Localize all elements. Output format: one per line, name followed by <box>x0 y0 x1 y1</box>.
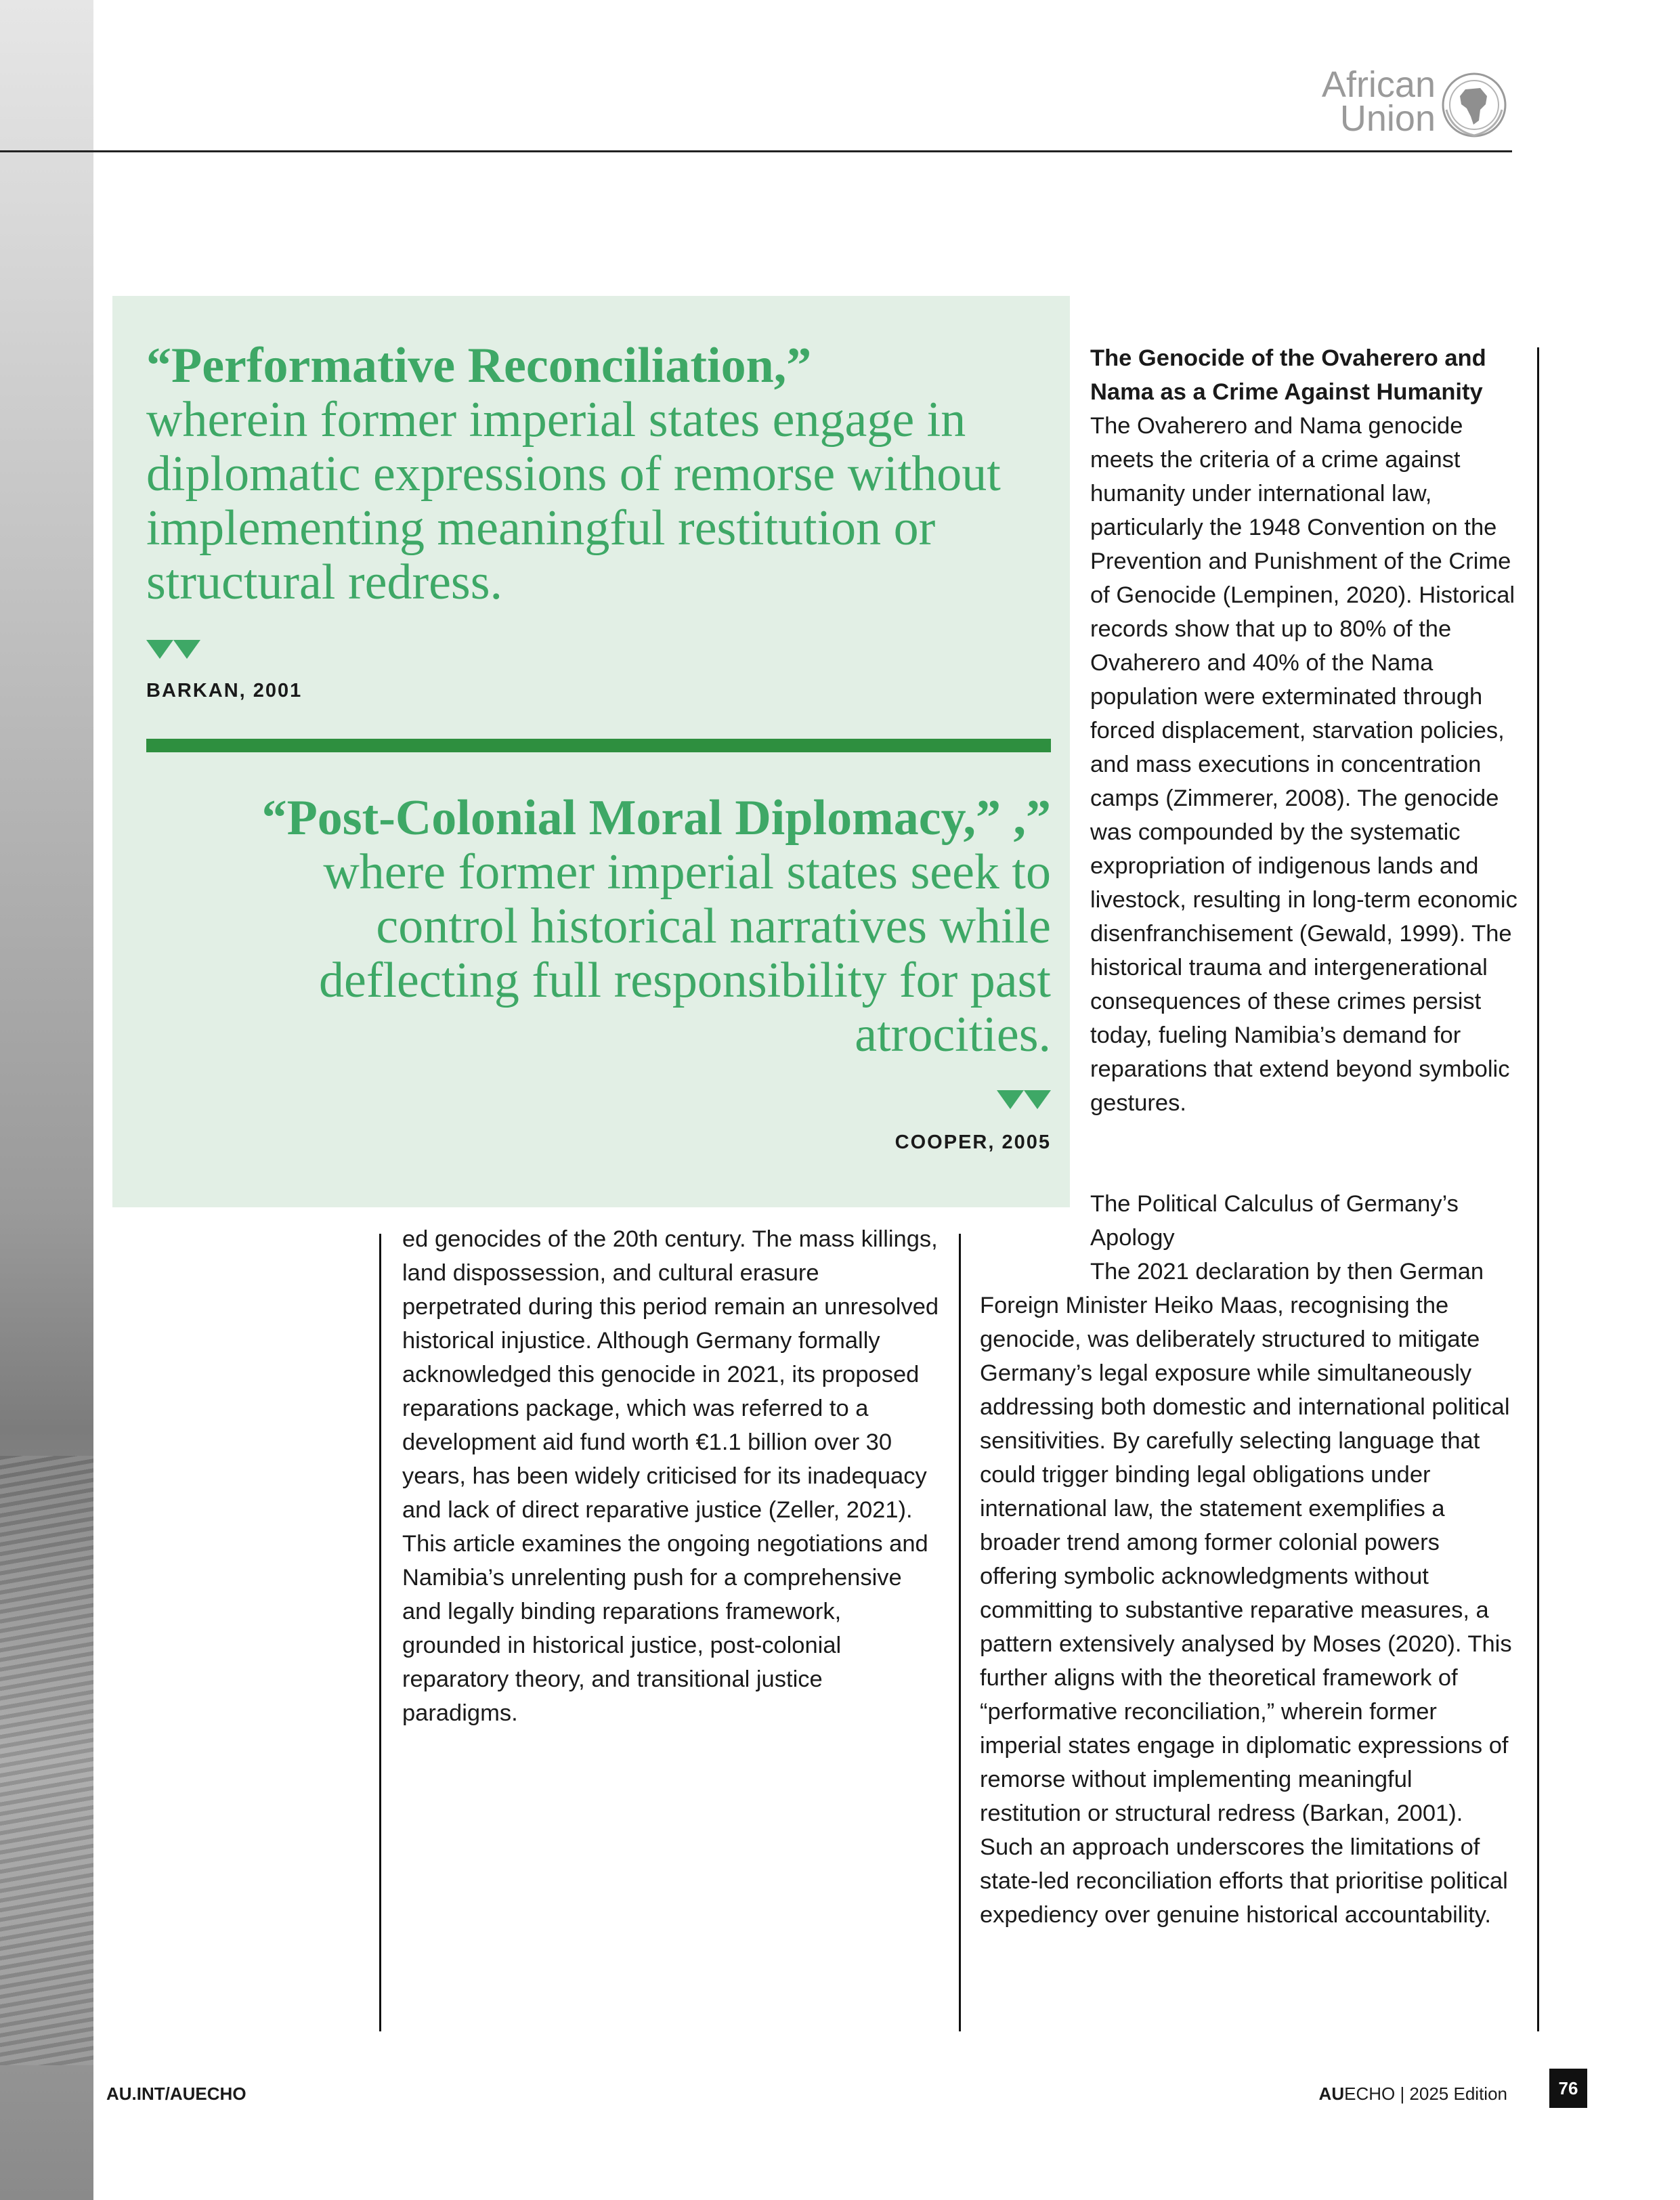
pull-quote-2-lead: “Post-Colonial Moral Diplomacy,” ,” <box>261 790 1051 846</box>
logo-line-2: Union <box>1339 98 1436 139</box>
section-2-heading: The Political Calculus of Germany’s Apology <box>1090 1191 1459 1251</box>
section-2-text: Foreign Minister Heiko Maas, recognising the genocide, was deliberately structured to mitigate Germany’s legal exposure while simultaneously addressing both domestic and international political sensitivities. By carefully selecting language that could trigger binding legal obligations under international law, the statement exemplifies a broader trend among former colonial powers offering symbolic acknowledgments without committing to substantive reparative measures, a pattern extensively analysed by Moses (2020). This further aligns with the theoretical framework of “performative reconciliation,” wherein former imperial states engage in diplomatic expressions of remorse without implementing meaningful restitution or structural redress (Barkan, 2001). Such an approach underscores the limitations of state-led reconciliation efforts that prioritise political expediency over genuine historical accountability. <box>980 1293 1512 1928</box>
quote-marker-icon <box>173 640 200 659</box>
quote-marker-icon <box>997 1090 1024 1109</box>
page-number: 76 <box>1549 2069 1587 2108</box>
footer-brand-bold: AU <box>1318 2084 1345 2104</box>
african-union-logo <box>1307 64 1510 146</box>
column-rule-middle <box>959 1234 961 2031</box>
photo-texture <box>0 1456 93 2065</box>
quote-marker-icon <box>1024 1090 1051 1109</box>
section-1-heading: The Genocide of the Ovaherero and Nama as a Crime Against Humanity <box>1090 345 1486 405</box>
quote-divider <box>146 739 1051 752</box>
pull-quote-2 <box>203 791 1051 1062</box>
logo-line-1: African <box>1321 64 1436 105</box>
left-column-text: ed genocides of the 20th century. The mass killings, land dispossession, and cultural erasure perpetrated during this period remain an unresolved historical injustice. Although Germany formally acknowledged this genocide in 2021, its proposed reparations package, which was referred to a development aid fund worth €1.1 billion over 30 years, has been widely criticised for its inadequacy and lack of direct reparative justice (Zeller, 2021). This article examines the ongoing negotiations and Namibia’s unrelenting push for a comprehensive and legally binding reparations framework, grounded in historical justice, post-colonial reparatory theory, and transitional justice paradigms. <box>402 1226 939 1726</box>
logo-wordmark <box>1321 64 1436 139</box>
quote-marker-icon <box>146 640 173 659</box>
footer-brand-rest: ECHO | 2025 Edition <box>1344 2084 1507 2104</box>
column-rule-right <box>1537 347 1539 2031</box>
african-union-emblem-icon <box>1438 69 1510 141</box>
pull-quote-1-text: wherein former imperial states engage in diplomatic expressions of remorse without implementing meaningful restitution or structural redress. <box>146 392 1001 610</box>
pull-quote-1-lead: “Performative Reconciliation,” <box>146 338 812 393</box>
pull-quote-1 <box>146 339 1054 609</box>
footer-url: AU.INT/AUECHO <box>106 2084 246 2104</box>
header-rule <box>0 150 1512 152</box>
section-1-text: The Ovaherero and Nama genocide meets the criteria of a crime against humanity under international law, particularly the 1948 Convention on the Prevention and Punishment of the Crime of Genocide (Lempinen, 2020). Historical records show that up to 80% of the Ovaherero and 40% of the Nama population were exterminated through forced displacement, starvation policies, and mass executions in concentration camps (Zimmerer, 2008). The genocide was compounded by the systematic expropriation of indigenous lands and livestock, resulting in long-term economic disenfranchisement (Gewald, 1999). The historical trauma and intergenerational consequences of these crimes persist today, fueling Namibia’s demand for reparations that extend beyond symbolic gestures. <box>1090 413 1517 1116</box>
section-1 <box>1090 341 1524 1120</box>
section-2-indent: The 2021 declaration by then German <box>1090 1259 1484 1285</box>
column-rule-left <box>379 1234 381 2031</box>
pull-quote-1-citation: BARKAN, 2001 <box>146 680 303 702</box>
pull-quote-2-citation: COOPER, 2005 <box>895 1131 1051 1153</box>
footer-edition <box>1319 2084 1507 2105</box>
pull-quote-2-text: where former imperial states seek to control historical narratives while deflecting full responsibility for past atrocities. <box>319 844 1051 1062</box>
left-photo-strip <box>0 0 93 2200</box>
